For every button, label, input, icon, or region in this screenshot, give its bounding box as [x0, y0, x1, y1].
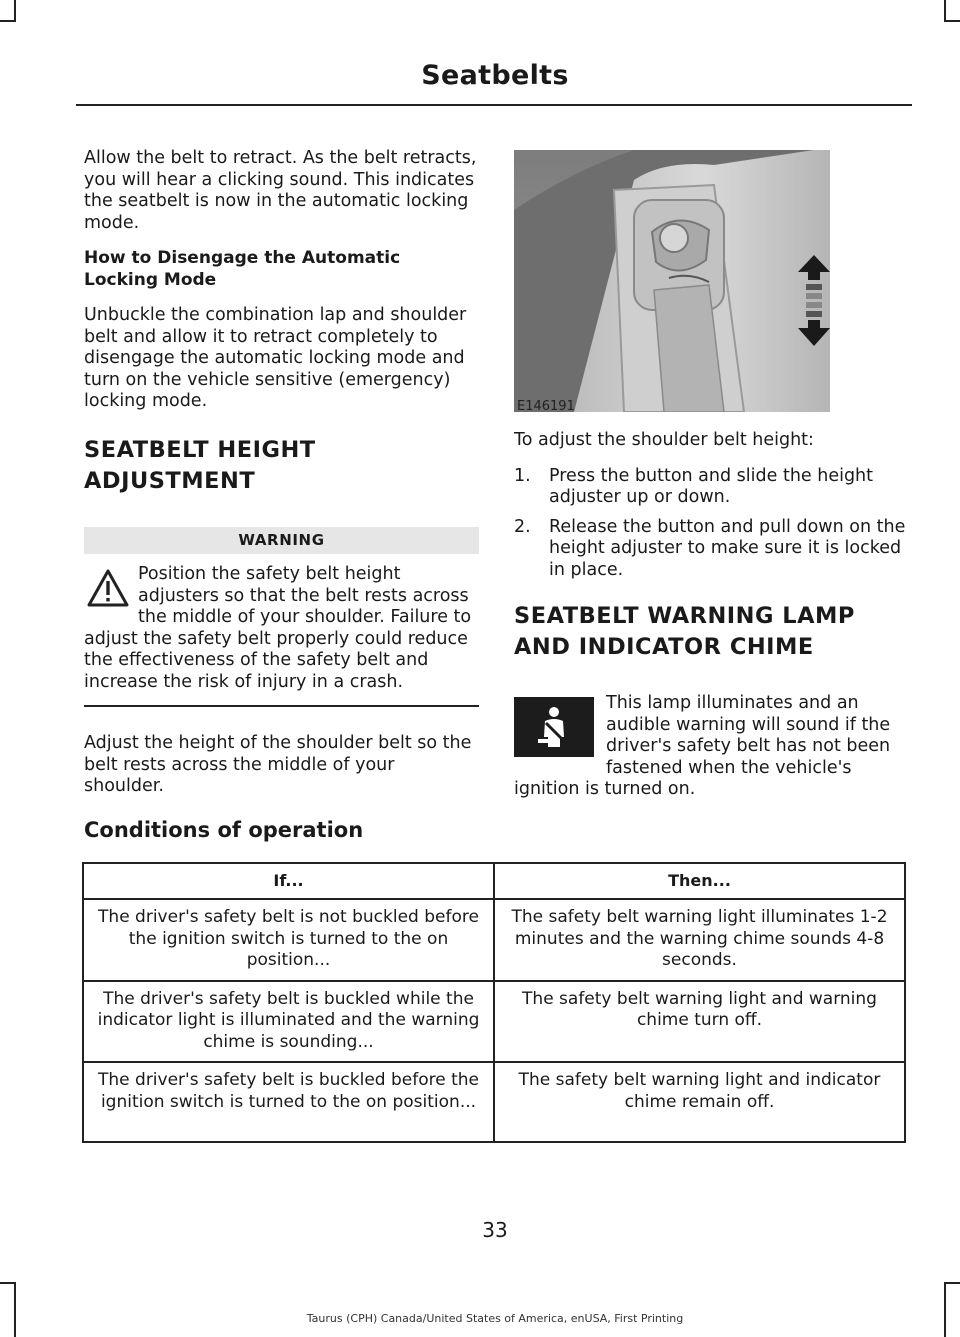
lamp-text: This lamp illuminates and an audible warning will sound if the driver's safety belt has not been fastened when the vehicle's ignition is turned on. — [514, 693, 891, 799]
table-row — [83, 899, 905, 981]
conditions-title: Conditions of operation — [84, 818, 364, 842]
subheading-disengage: How to Disengage the Automatic Locking Mode — [84, 248, 401, 290]
column-header-if: If... — [83, 863, 494, 899]
section-title-height-adjustment — [84, 435, 479, 497]
warning-text: Position the safety belt height adjusters so that the belt rests across the middle of your shoulder. Failure to adjust the safety belt properly could reduce the effectiveness of the safety belt and increase the risk of injury in a crash. — [84, 564, 472, 692]
paragraph-retract: Allow the belt to retract. As the belt retracts, you will hear a clicking sound. This indicates the seatbelt is now in the automatic locking mode. — [84, 148, 477, 233]
crop-mark — [944, 20, 960, 22]
crop-mark — [14, 0, 16, 20]
paragraph-disengage: Unbuckle the combination lap and shoulder belt and allow it to retract completely to disengage the automatic locking mode and turn on the vehicle sensitive (emergency) locking mode. — [84, 305, 467, 411]
page-title: Seatbelts — [421, 60, 569, 91]
warning-box — [84, 527, 479, 708]
crop-mark — [944, 1282, 960, 1284]
table-cell: The driver's safety belt is buckled while the indicator light is illuminated and the warning chime is sounding... — [83, 981, 494, 1063]
left-column — [84, 148, 479, 812]
adjust-steps-list — [514, 466, 909, 582]
crop-mark — [0, 20, 16, 22]
footer-text: Taurus (CPH) Canada/United States of America, enUSA, First Printing — [306, 1312, 684, 1325]
warning-label: WARNING — [84, 527, 479, 555]
crop-mark — [944, 0, 946, 20]
header-rule — [76, 104, 912, 106]
crop-mark — [0, 1282, 16, 1284]
table-row — [83, 981, 905, 1063]
column-header-then: Then... — [494, 863, 905, 899]
paragraph-adjust-height: Adjust the height of the shoulder belt so the belt rests across the middle of your shoulder. — [84, 733, 472, 796]
belt-height-adjuster-illustration — [514, 150, 830, 412]
table-row — [83, 1062, 905, 1142]
warning-rule — [84, 705, 479, 707]
lamp-description — [514, 693, 909, 801]
section-title-line: SEATBELT WARNING LAMP — [514, 603, 855, 629]
table-cell: The driver's safety belt is not buckled before the ignition switch is turned to the on position... — [83, 899, 494, 981]
figure-id: E146191 — [517, 399, 575, 414]
paragraph-adjust-intro: To adjust the shoulder belt height: — [514, 430, 814, 450]
table-cell: The safety belt warning light and warning chime turn off. — [494, 981, 905, 1063]
table-header-row — [83, 863, 905, 899]
right-column — [514, 430, 909, 801]
crop-mark — [14, 1282, 16, 1337]
warning-triangle-icon — [86, 568, 130, 608]
warning-body — [84, 564, 479, 693]
section-title-line: AND INDICATOR CHIME — [514, 634, 814, 660]
section-title-line: ADJUSTMENT — [84, 467, 256, 494]
table-cell: The safety belt warning light illuminates 1-2 minutes and the warning chime sounds 4-8 seconds. — [494, 899, 905, 981]
crop-mark — [944, 1282, 946, 1337]
list-item: 1. Press the button and slide the height adjuster up or down. — [514, 465, 874, 507]
section-title-warning-lamp — [514, 601, 909, 663]
seatbelt-warning-icon — [514, 697, 594, 757]
table-cell: The safety belt warning light and indicator chime remain off. — [494, 1062, 905, 1142]
section-title-line: SEATBELT HEIGHT — [84, 436, 316, 463]
table-cell: The driver's safety belt is buckled before the ignition switch is turned to the on position... — [83, 1062, 494, 1142]
conditions-table — [82, 862, 906, 1143]
page-number: 33 — [482, 1218, 508, 1242]
list-item: 2. Release the button and pull down on the height adjuster to make sure it is locked in place. — [514, 516, 906, 580]
